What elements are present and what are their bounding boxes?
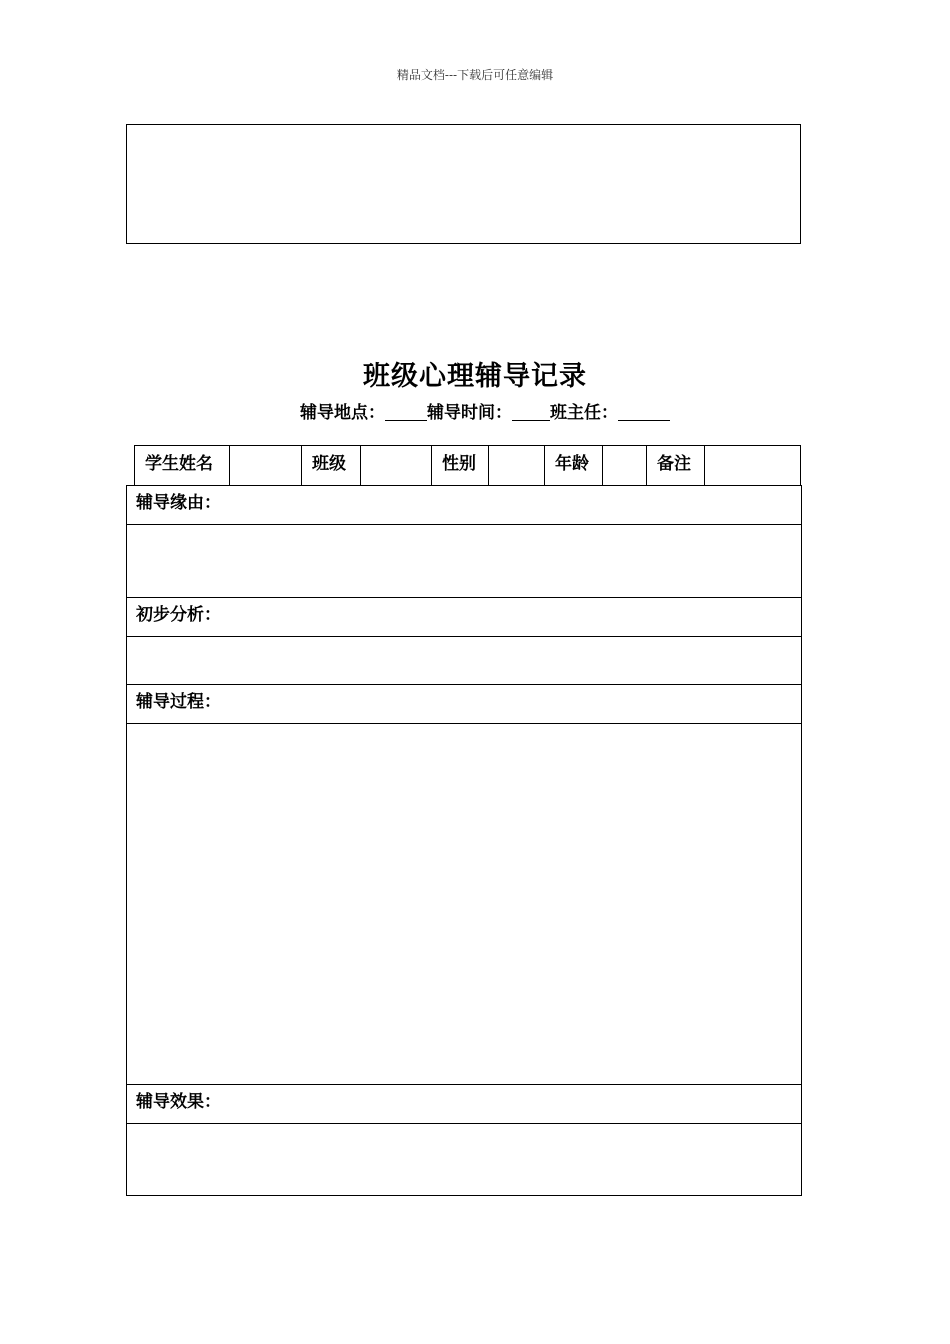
time-label: 辅导时间： — [427, 403, 512, 423]
effect-field[interactable] — [127, 1124, 801, 1195]
top-empty-box — [126, 124, 801, 244]
teacher-blank[interactable] — [618, 402, 670, 421]
time-blank[interactable] — [512, 402, 550, 421]
class-value[interactable] — [361, 446, 432, 486]
page-header-note: 精品文档---下载后可任意编辑 — [396, 68, 554, 82]
age-value[interactable] — [603, 446, 647, 486]
counseling-form — [126, 485, 802, 1196]
class-label: 班级 — [302, 446, 361, 486]
location-blank[interactable] — [385, 402, 427, 421]
gender-value[interactable] — [489, 446, 545, 486]
process-field[interactable] — [127, 724, 801, 1085]
analysis-label: 初步分析： — [127, 598, 801, 637]
analysis-field[interactable] — [127, 637, 801, 685]
location-label: 辅导地点： — [300, 403, 385, 423]
form-subtitle — [300, 398, 670, 423]
remarks-label: 备注 — [647, 446, 705, 486]
student-name-label: 学生姓名 — [135, 446, 230, 486]
reason-label: 辅导缘由： — [127, 486, 801, 525]
teacher-label: 班主任： — [550, 403, 618, 423]
form-title: 班级心理辅导记录 — [363, 361, 587, 392]
gender-label: 性别 — [432, 446, 489, 486]
effect-label: 辅导效果： — [127, 1085, 801, 1124]
process-label: 辅导过程： — [127, 685, 801, 724]
student-info-row — [134, 445, 801, 486]
student-name-value[interactable] — [230, 446, 302, 486]
reason-field[interactable] — [127, 525, 801, 598]
remarks-value[interactable] — [705, 446, 800, 486]
age-label: 年龄 — [545, 446, 603, 486]
